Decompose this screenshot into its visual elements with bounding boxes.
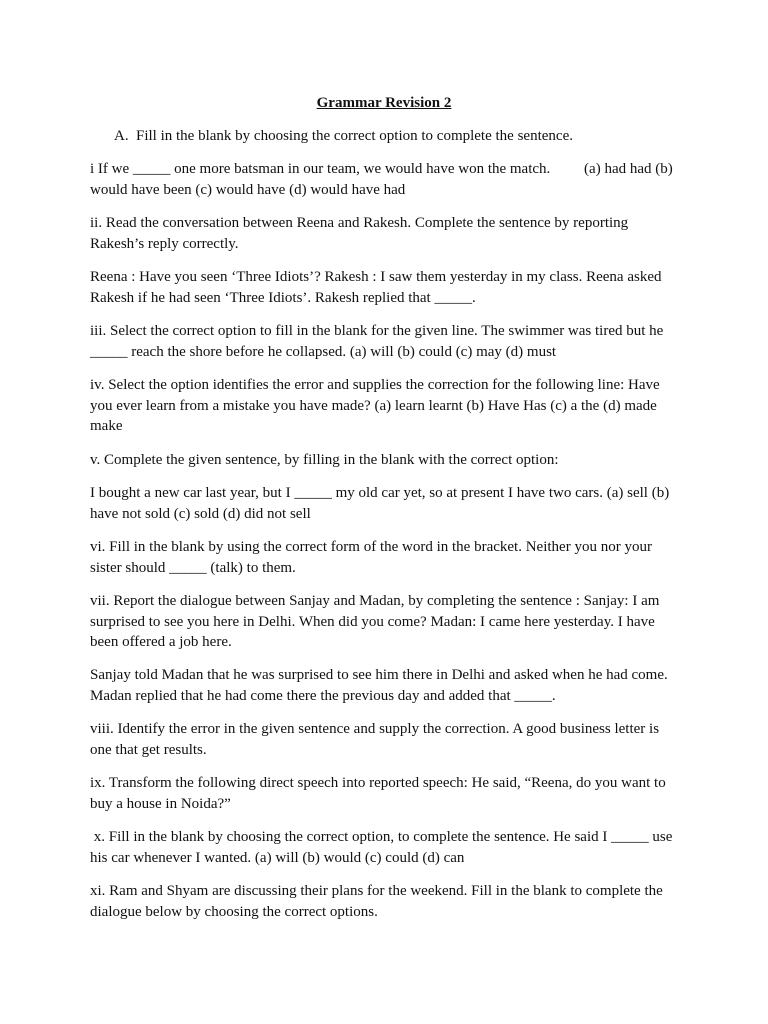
- page-title: Grammar Revision 2: [316, 95, 452, 111]
- question-vii-report: Sanjay told Madan that he was surprised to see him there in Delhi and asked when he had come. Madan replied that he had come there the previous day and added that _____.: [90, 667, 668, 704]
- section-instruction: [114, 126, 714, 147]
- section-text: Fill in the blank by choosing the correct option to complete the sentence.: [136, 128, 573, 144]
- question-ii-dialogue: Reena : Have you seen ‘Three Idiots’? Rakesh : I saw them yesterday in my class. Reena asked Rakesh if he had seen ‘Three Idiots’. Rakesh replied that _____.: [90, 269, 662, 306]
- question-iii: iii. Select the correct option to fill in the blank for the given line. The swimmer was tired but he _____ reach the shore before he collapsed. (a) will (b) could (c) may (d) must: [90, 323, 664, 360]
- question-v-sentence: I bought a new car last year, but I _____ my old car yet, so at present I have two cars. (a) sell (b) have not sold (c) sold (d) did not sell: [90, 485, 670, 522]
- question-xi: xi. Ram and Shyam are discussing their plans for the weekend. Fill in the blank to complete the dialogue below by choosing the correct options.: [90, 883, 663, 920]
- question-ii: ii. Read the conversation between Reena and Rakesh. Complete the sentence by reporting Rakesh’s reply correctly.: [90, 215, 629, 252]
- question-vi: vi. Fill in the blank by using the correct form of the word in the bracket. Neither you nor your sister should _____ (talk) to them.: [90, 539, 652, 576]
- question-vii: vii. Report the dialogue between Sanjay and Madan, by completing the sentence : Sanjay: I am surprised to see you here in Delhi. When did you come? Madan: I came here yesterday. I have been offered a job here.: [90, 593, 660, 650]
- question-ix: ix. Transform the following direct speech into reported speech: He said, “Reena, do you want to buy a house in Noida?”: [90, 775, 666, 812]
- question-viii: viii. Identify the error in the given sentence and supply the correction. A good business letter is one that get results.: [90, 721, 660, 758]
- question-iv: iv. Select the option identifies the error and supplies the correction for the following line: Have you ever learn from a mistake you have made? (a) learn learnt (b) Have Has (c) a the (d) made make: [90, 377, 660, 434]
- section-label: A.: [114, 128, 129, 144]
- question-i: i If we _____ one more batsman in our team, we would have won the match. (a) had had (b) would have been (c) would have (d) would have had: [90, 161, 673, 198]
- question-x: x. Fill in the blank by choosing the correct option, to complete the sentence. He said I _____ use his car whenever I wanted. (a) will (b) would (c) could (d) can: [90, 829, 673, 866]
- question-v: v. Complete the given sentence, by filling in the blank with the correct option:: [90, 452, 559, 468]
